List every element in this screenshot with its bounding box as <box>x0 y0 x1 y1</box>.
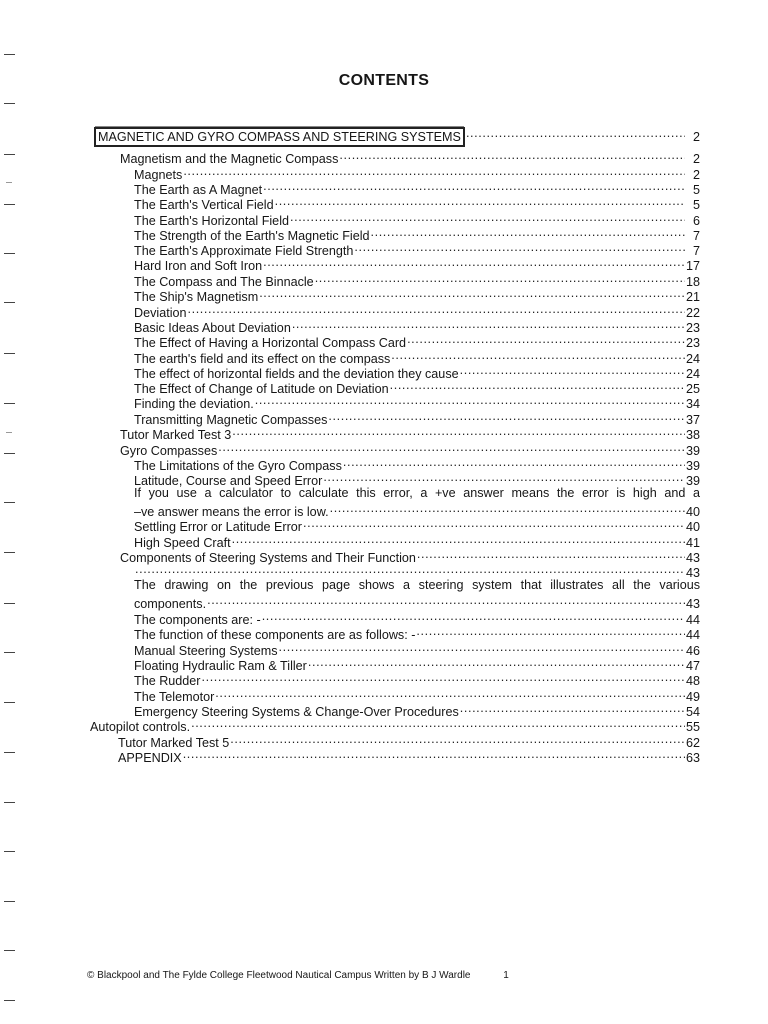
leader-dots <box>218 439 685 455</box>
toc-entry-text: Tutor Marked Test 3 <box>120 428 232 442</box>
toc-entry-page: 39 <box>685 474 700 488</box>
toc-entry-page: 5 <box>692 198 700 212</box>
toc-entry-page: 6 <box>692 214 700 228</box>
leader-dots <box>207 592 685 608</box>
footer-page-number: 1 <box>503 970 509 981</box>
toc-entry-text: The components are: - <box>134 613 261 627</box>
toc-entry-page: 37 <box>685 413 700 427</box>
leader-dots <box>135 561 685 577</box>
leader-dots <box>275 193 685 209</box>
toc-entry[interactable] <box>134 193 700 212</box>
leader-dots <box>371 224 685 240</box>
toc-entry-page: 46 <box>685 644 700 658</box>
leader-dots <box>263 178 685 194</box>
leader-dots <box>323 469 685 485</box>
toc-entry-text: The function of these components are as follows: - <box>134 628 416 642</box>
toc-entry-page: 40 <box>685 520 700 534</box>
toc-entry-text: APPENDIX <box>118 751 182 765</box>
leader-dots <box>466 125 685 141</box>
toc-entry-page: 23 <box>685 336 700 350</box>
leader-dots <box>303 515 685 531</box>
toc-entry-page: 55 <box>685 720 700 734</box>
toc-entry[interactable] <box>134 285 700 304</box>
leader-dots <box>315 270 685 286</box>
toc-entry-page: 40 <box>685 505 700 519</box>
toc-entry-text: High Speed Craft <box>134 536 231 550</box>
toc-entry-text: MAGNETIC AND GYRO COMPASS AND STEERING SYSTEMS <box>94 127 465 147</box>
leader-dots <box>188 301 685 317</box>
toc-entry-page: 49 <box>685 690 700 704</box>
toc-entry[interactable] <box>134 224 700 243</box>
toc-entry[interactable] <box>134 362 700 381</box>
toc-entry-page: 39 <box>685 459 700 473</box>
leader-dots <box>232 531 685 547</box>
leader-dots <box>328 408 685 424</box>
toc-entry-page: 23 <box>685 321 700 335</box>
toc-entry-text: The Limitations of the Gyro Compass <box>134 459 342 473</box>
leader-dots <box>279 639 685 655</box>
margin-marks <box>0 0 30 1024</box>
toc-entry[interactable] <box>134 608 700 627</box>
leader-dots <box>292 316 685 332</box>
leader-dots <box>460 362 685 378</box>
toc-entry-text: Settling Error or Latitude Error <box>134 520 302 534</box>
toc-entry-page: 34 <box>685 397 700 411</box>
toc-entry-page: 63 <box>685 751 700 765</box>
footer-credit: © Blackpool and The Fylde College Fleetwood Nautical Campus Written by B J Wardle <box>87 970 471 981</box>
leader-dots <box>255 392 685 408</box>
toc-entry-page: 2 <box>692 152 700 166</box>
toc-entry-text: The Strength of the Earth's Magnetic Field <box>134 229 370 243</box>
toc-entry-text: The Earth's Horizontal Field <box>134 214 289 228</box>
toc-entry[interactable] <box>134 500 700 519</box>
toc-entry-page: 18 <box>685 275 700 289</box>
toc-entry-text: The Telemotor <box>134 690 215 704</box>
toc-entry-page: 41 <box>685 536 700 550</box>
leader-dots <box>191 715 685 731</box>
toc-entry[interactable] <box>90 715 700 734</box>
toc-entry[interactable] <box>134 515 700 534</box>
toc-entry[interactable] <box>134 316 700 335</box>
toc-entry[interactable] <box>134 331 700 350</box>
toc-entry-text: Tutor Marked Test 5 <box>118 736 230 750</box>
toc-entry-text: The Earth's Approximate Field Strength <box>134 244 354 258</box>
toc-entry[interactable] <box>134 347 700 366</box>
toc-entry-text: The earth's field and its effect on the compass <box>134 352 391 366</box>
leader-dots <box>339 147 685 163</box>
toc-entry-text: Magnets <box>134 168 183 182</box>
toc-entry[interactable] <box>118 746 700 765</box>
toc-entry-text: Hard Iron and Soft Iron <box>134 259 263 273</box>
toc-entry-text: The Earth's Vertical Field <box>134 198 274 212</box>
leader-dots <box>259 285 685 301</box>
toc-entry-text: The Compass and The Binnacle <box>134 275 314 289</box>
toc-entry-text: The Effect of Having a Horizontal Compass Card <box>134 336 407 350</box>
toc-entry-page: 62 <box>685 736 700 750</box>
toc-entry[interactable] <box>134 531 700 550</box>
leader-dots <box>308 654 685 670</box>
leader-dots <box>230 731 685 747</box>
toc-entry[interactable] <box>120 546 700 565</box>
toc-entry-text: Deviation <box>134 306 187 320</box>
toc-entry[interactable] <box>134 209 700 228</box>
leader-dots <box>330 500 685 516</box>
toc-entry[interactable] <box>134 254 700 273</box>
toc-entry-text: Transmitting Magnetic Compasses <box>134 413 328 427</box>
toc-entry-page: 38 <box>685 428 700 442</box>
toc-entry-text: Autopilot controls. <box>90 720 191 734</box>
toc-entry-page: 21 <box>685 290 700 304</box>
toc-entry-text: Gyro Compasses <box>120 444 218 458</box>
toc-entry-page: 48 <box>685 674 700 688</box>
toc-entry[interactable] <box>118 731 700 750</box>
toc-entry-page: 25 <box>685 382 700 396</box>
page-title: CONTENTS <box>338 72 430 89</box>
toc-entry-text: Finding the deviation. <box>134 397 254 411</box>
leader-dots <box>417 546 685 562</box>
toc-entry-wrapped-line[interactable]: If you use a calculator to calculate this error, a +ve answer means the error is high and a <box>134 486 700 500</box>
toc-entry[interactable] <box>134 301 700 320</box>
leader-dots <box>390 377 685 393</box>
leader-dots <box>290 209 685 225</box>
toc-entry-text: The Effect of Change of Latitude on Deviation <box>134 382 389 396</box>
toc-entry[interactable] <box>134 669 700 688</box>
toc-entry-page: 2 <box>692 168 700 182</box>
toc-entry[interactable] <box>134 654 700 673</box>
toc-entry-page: 24 <box>685 352 700 366</box>
toc-entry[interactable] <box>120 439 700 458</box>
toc-entry-text: –ve answer means the error is low. <box>134 505 329 519</box>
toc-entry[interactable] <box>134 623 700 642</box>
toc-entry[interactable] <box>134 561 700 580</box>
toc-entry[interactable] <box>134 639 700 658</box>
toc-entry-text: Floating Hydraulic Ram & Tiller <box>134 659 307 673</box>
toc-entry-text: Basic Ideas About Deviation <box>134 321 291 335</box>
toc-entry-page: 22 <box>685 306 700 320</box>
toc-entry[interactable] <box>134 700 700 719</box>
toc-entry-text: The effect of horizontal fields and the deviation they cause <box>134 367 459 381</box>
toc-entry[interactable] <box>134 408 700 427</box>
toc-entry[interactable] <box>134 469 700 488</box>
toc-entry-text: The Rudder <box>134 674 201 688</box>
toc-entry-text: Components of Steering Systems and Their Function <box>120 551 416 565</box>
toc-entry-page: 17 <box>685 259 700 273</box>
leader-dots <box>202 669 685 685</box>
toc-entry-text: The Earth as A Magnet <box>134 183 263 197</box>
toc-entry-page: 2 <box>692 130 700 144</box>
toc-entry-page: 43 <box>685 597 700 611</box>
toc-entry-page: 47 <box>685 659 700 673</box>
toc-entry[interactable] <box>134 377 700 396</box>
toc-entry-wrapped-line[interactable]: The drawing on the previous page shows a steering system that illustrates all the various <box>134 578 700 592</box>
leader-dots <box>391 347 685 363</box>
toc-entry-page: 24 <box>685 367 700 381</box>
leader-dots <box>183 746 685 762</box>
toc-entry[interactable] <box>134 239 700 258</box>
toc-entry-page: 5 <box>692 183 700 197</box>
toc-entry-page: 43 <box>685 566 700 580</box>
toc-entry[interactable] <box>134 685 700 704</box>
toc-entry[interactable] <box>134 592 700 611</box>
toc-entry-text: The Ship's Magnetism <box>134 290 259 304</box>
toc-entry[interactable] <box>134 270 700 289</box>
toc-entry[interactable] <box>94 125 700 144</box>
toc-entry[interactable] <box>134 454 700 473</box>
toc-entry-page: 54 <box>685 705 700 719</box>
toc-entry-page: 39 <box>685 444 700 458</box>
toc-entry-page: 44 <box>685 613 700 627</box>
toc-entry[interactable] <box>134 163 700 182</box>
toc-entry-page: 43 <box>685 551 700 565</box>
leader-dots <box>215 685 685 701</box>
toc-entry-text: Emergency Steering Systems & Change-Over Procedures <box>134 705 459 719</box>
toc-entry-page: 7 <box>692 244 700 258</box>
toc-entry[interactable] <box>134 178 700 197</box>
toc-entry-text: components. <box>134 597 207 611</box>
leader-dots <box>262 608 685 624</box>
leader-dots <box>183 163 685 179</box>
toc-entry-text: Latitude, Course and Speed Error <box>134 474 323 488</box>
leader-dots <box>407 331 685 347</box>
toc-entry-text: Manual Steering Systems <box>134 644 278 658</box>
toc-entry[interactable] <box>120 147 700 166</box>
page-footer <box>87 970 509 981</box>
toc-entry-text: Magnetism and the Magnetic Compass <box>120 152 339 166</box>
leader-dots <box>263 254 685 270</box>
toc-entry-page: 44 <box>685 628 700 642</box>
toc-entry[interactable] <box>134 392 700 411</box>
toc-entry-page: 7 <box>692 229 700 243</box>
leader-dots <box>354 239 685 255</box>
leader-dots <box>343 454 685 470</box>
leader-dots <box>460 700 685 716</box>
toc-entry[interactable] <box>120 423 700 442</box>
leader-dots <box>232 423 685 439</box>
leader-dots <box>416 623 685 639</box>
